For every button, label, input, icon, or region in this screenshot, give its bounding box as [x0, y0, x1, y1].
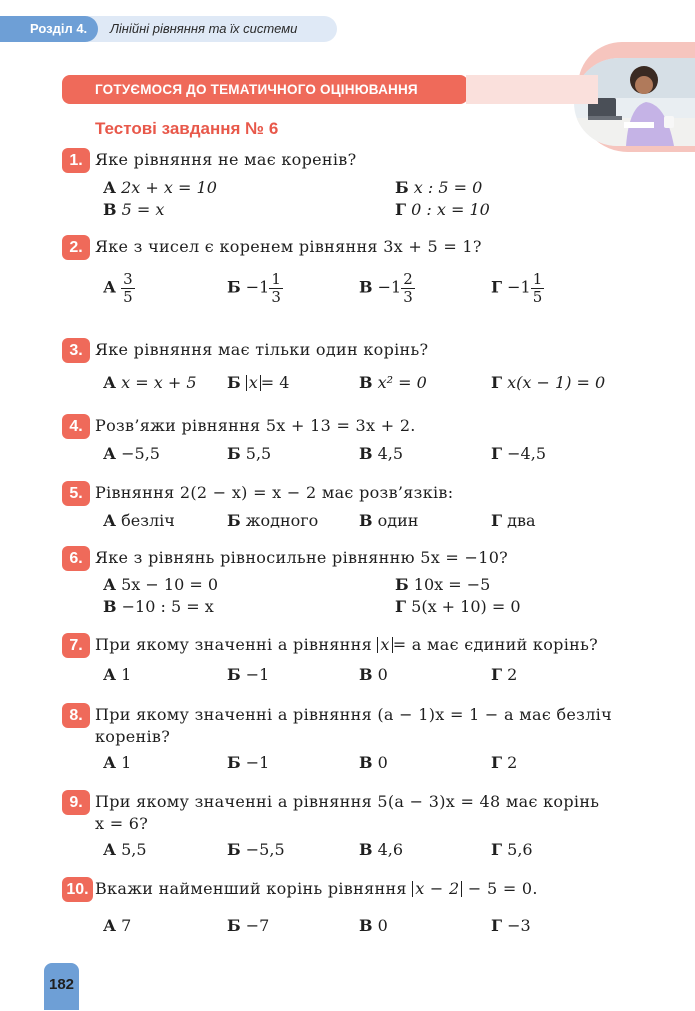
option-g: Г −4,5 [491, 444, 546, 463]
option-a: А 7 [103, 916, 132, 935]
option-a: А −5,5 [103, 444, 160, 463]
option-v: В 4,5 [359, 444, 404, 463]
question-text: Розв’яжи рівняння 5x + 13 = 3x + 2. [95, 416, 416, 435]
option-g: Г −1 $\frac{1}{5}$ [491, 270, 543, 306]
option-g: Г 2 [491, 753, 518, 772]
question-text: Яке з чисел є коренем рівняння 3x + 5 = 1? [95, 237, 482, 256]
chapter-title: Лінійні рівняння та їх системи [110, 21, 298, 36]
chapter-header [0, 16, 337, 42]
option-v: В 5 = x [103, 200, 165, 219]
option-b: Б x = 4 [227, 373, 290, 392]
option-v: В 0 [359, 753, 388, 772]
option-b: Б 10x = −5 [395, 575, 491, 594]
option-b: Б −7 [227, 916, 270, 935]
question-number: 7. [62, 633, 90, 658]
option-g: Г два [491, 511, 536, 530]
option-a: А 5x − 10 = 0 [103, 575, 219, 594]
option-b: Б −1 $\frac{1}{3}$ [227, 270, 281, 306]
question-text-line2: x = 6? [95, 814, 149, 833]
banner-strip [466, 75, 598, 104]
question-text: Яке рівняння не має коренів? [95, 150, 357, 169]
option-a: А $\frac{3}{5}$ [103, 270, 133, 306]
option-g: Г 0 : x = 10 [395, 200, 490, 219]
option-a: А x = x + 5 [103, 373, 197, 392]
option-a: А 2x + x = 10 [103, 178, 217, 197]
question-number: 3. [62, 338, 90, 363]
option-v: В 0 [359, 916, 388, 935]
question-number: 10. [62, 877, 93, 902]
question-number: 2. [62, 235, 90, 260]
option-a: А 5,5 [103, 840, 147, 859]
option-b: Б −5,5 [227, 840, 285, 859]
question-number: 8. [62, 703, 90, 728]
question-text-line2: коренів? [95, 727, 171, 746]
option-b: Б жодного [227, 511, 319, 530]
question-text: Яке рівняння має тільки один корінь? [95, 340, 429, 359]
question-text: При якому значенні a рівняння x = a має єдиний корінь? [95, 635, 598, 654]
option-a: А безліч [103, 511, 175, 530]
option-g: Г 2 [491, 665, 518, 684]
option-g: Г 5(x + 10) = 0 [395, 597, 521, 616]
option-b: Б 5,5 [227, 444, 272, 463]
option-b: Б −1 [227, 665, 270, 684]
page-number: 182 [44, 963, 79, 1010]
option-g: Г 5,6 [491, 840, 533, 859]
chapter-label: Розділ 4. [0, 16, 98, 42]
option-v: В 0 [359, 665, 388, 684]
section-banner: ГОТУЄМОСЯ ДО ТЕМАТИЧНОГО ОЦІНЮВАННЯ [62, 75, 468, 104]
option-v: В −10 : 5 = x [103, 597, 214, 616]
question-number: 9. [62, 790, 90, 815]
question-text: Вкажи найменший корінь рівняння x − 2 − 5 = 0. [95, 879, 538, 898]
option-v: В один [359, 511, 419, 530]
question-text: При якому значенні a рівняння (a − 1)x = 1 − a має безліч [95, 705, 612, 724]
option-a: А 1 [103, 753, 132, 772]
question-number: 1. [62, 148, 90, 173]
question-number: 5. [62, 481, 90, 506]
option-g: Г x(x − 1) = 0 [491, 373, 606, 392]
option-a: А 1 [103, 665, 132, 684]
option-v: В −1 $\frac{2}{3}$ [359, 270, 413, 306]
question-number: 6. [62, 546, 90, 571]
option-v: В 4,6 [359, 840, 404, 859]
option-b: Б −1 [227, 753, 270, 772]
test-title: Тестові завдання № 6 [95, 119, 279, 138]
question-text: Рівняння 2(2 − x) = x − 2 має розв’язків: [95, 483, 454, 502]
question-text: При якому значенні a рівняння 5(a − 3)x = 48 має корінь [95, 792, 600, 811]
question-number: 4. [62, 414, 90, 439]
option-g: Г −3 [491, 916, 531, 935]
option-b: Б x : 5 = 0 [395, 178, 483, 197]
question-text: Яке з рівнянь рівносильне рівнянню 5x = −10? [95, 548, 509, 567]
option-v: В x² = 0 [359, 373, 427, 392]
